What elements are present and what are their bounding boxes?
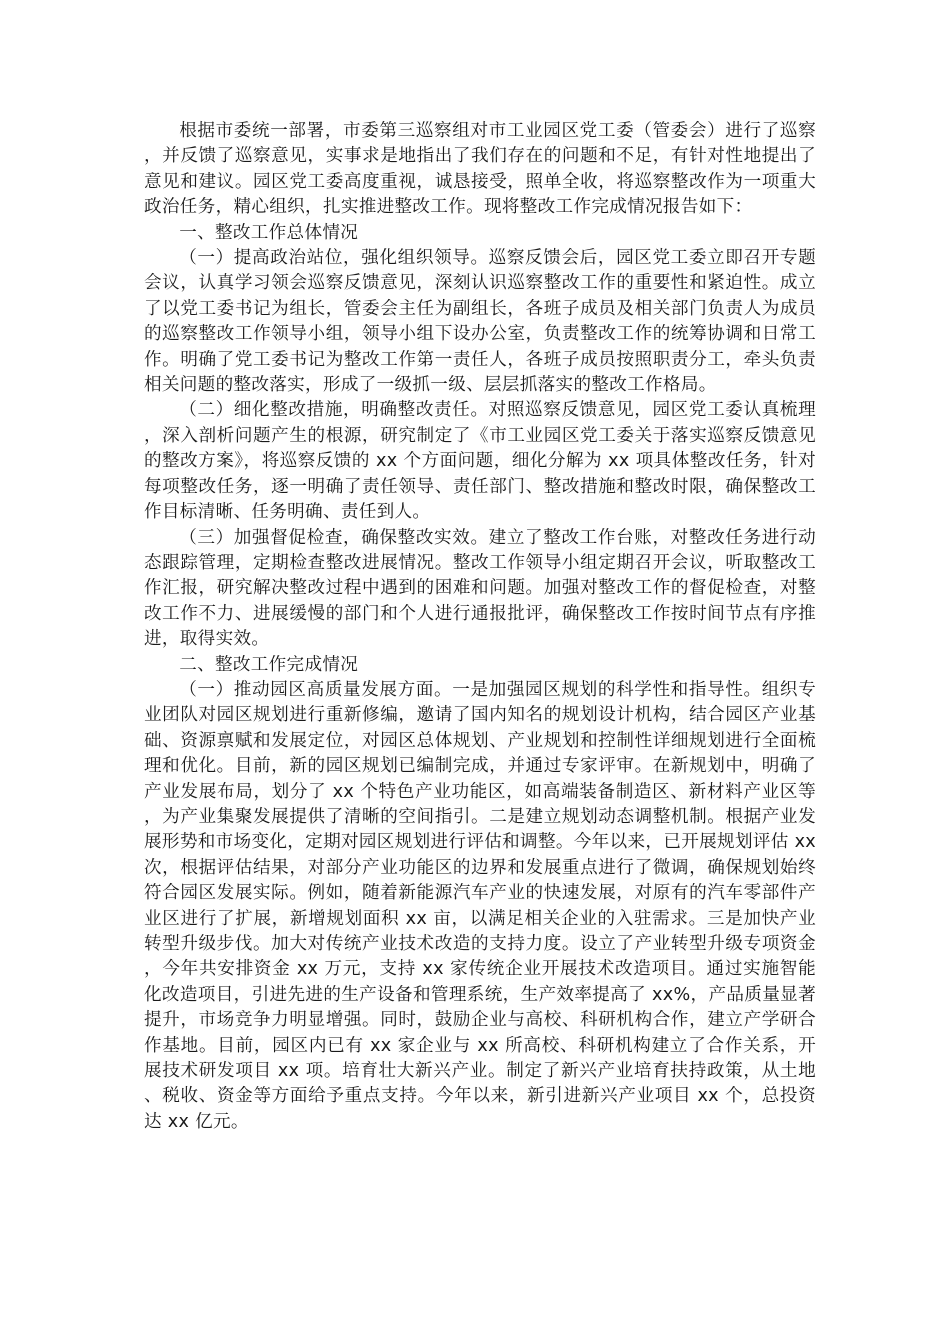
section-1-item-1: （一）提高政治站位，强化组织领导。巡察反馈会后，园区党工委立即召开专题会议，认真学习领会巡察反馈意见，深刻认识巡察整改工作的重要性和紧迫性。成立了以党工委书记为组长，管委会主任为副组长，各班子成员及相关部门负责人为成员的巡察整改工作领导小组，领导小组下设办公室，负责整改工作的统筹协调和日常工作。明确了党工委书记为整改工作第一责任人，各班子成员按照职责分工，牵头负责相关问题的整改落实，形成了一级抓一级、层层抓落实的整改工作格局。	[144, 248, 816, 396]
section-1-item-2: （二）细化整改措施，明确整改责任。对照巡察反馈意见，园区党工委认真梳理，深入剖析问题产生的根源，研究制定了《市工业园区党工委关于落实巡察反馈意见的整改方案》，将巡察反馈的 xx 个方面问题，细化分解为 xx 项具体整改任务，针对每项整改任务，逐一明确了责任领导、责任部门、整改措施和整改时限，确保整改工作目标清晰、任务明确、责任到人。	[144, 400, 816, 523]
section-heading-2: 二、整改工作完成情况	[179, 654, 359, 675]
intro-paragraph: 根据市委统一部署，市委第三巡察组对市工业园区党工委（管委会）进行了巡察，并反馈了巡察意见，实事求是地指出了我们存在的问题和不足，有针对性地提出了意见和建议。园区党工委高度重视，诚恳接受，照单全收，将巡察整改作为一项重大政治任务，精心组织，扎实推进整改工作。现将整改工作完成情况报告如下：	[144, 121, 816, 218]
section-2-item-1: （一）推动园区高质量发展方面。一是加强园区规划的科学性和指导性。组织专业团队对园区规划进行重新修编，邀请了国内知名的规划设计机构，结合园区产业基础、资源禀赋和发展定位，对园区总体规划、产业规划和控制性详细规划进行全面梳理和优化。目前，新的园区规划已编制完成，并通过专家评审。在新规划中，明确了产业发展布局，划分了 xx 个特色产业功能区，如高端装备制造区、新材料产业区等，为产业集聚发展提供了清晰的空间指引。二是建立规划动态调整机制。根据产业发展形势和市场变化，定期对园区规划进行评估和调整。今年以来，已开展规划评估 xx 次，根据评估结果，对部分产业功能区的边界和发展重点进行了微调，确保规划始终符合园区发展实际。例如，随着新能源汽车产业的快速发展，对原有的汽车零部件产业区进行了扩展，新增规划面积 xx 亩，以满足相关企业的入驻需求。三是加快产业转型升级步伐。加大对传统产业技术改造的支持力度。设立了产业转型升级专项资金，今年共安排资金 xx 万元，支持 xx 家传统企业开展技术改造项目。通过实施智能化改造项目，引进先进的生产设备和管理系统，生产效率提高了 xx%，产品质量显著提升，市场竞争力明显增强。同时，鼓励企业与高校、科研机构合作，建立产学研合作基地。目前，园区内已有 xx 家企业与 xx 所高校、科研机构建立了合作关系，开展技术研发项目 xx 项。培育壮大新兴产业。制定了新兴产业培育扶持政策，从土地、税收、资金等方面给予重点支持。今年以来，新引进新兴产业项目 xx 个，总投资达 xx 亿元。	[144, 679, 816, 1132]
section-heading-1: 一、整改工作总体情况	[179, 222, 359, 243]
section-1-item-3: （三）加强督促检查，确保整改实效。建立了整改工作台账，对整改任务进行动态跟踪管理，定期检查整改进展情况。整改工作领导小组定期召开会议，听取整改工作汇报，研究解决整改过程中遇到的困难和问题。加强对整改工作的督促检查，对整改工作不力、进展缓慢的部门和个人进行通报批评，确保整改工作按时间节点有序推进，取得实效。	[144, 527, 816, 650]
document-body	[144, 119, 816, 1135]
